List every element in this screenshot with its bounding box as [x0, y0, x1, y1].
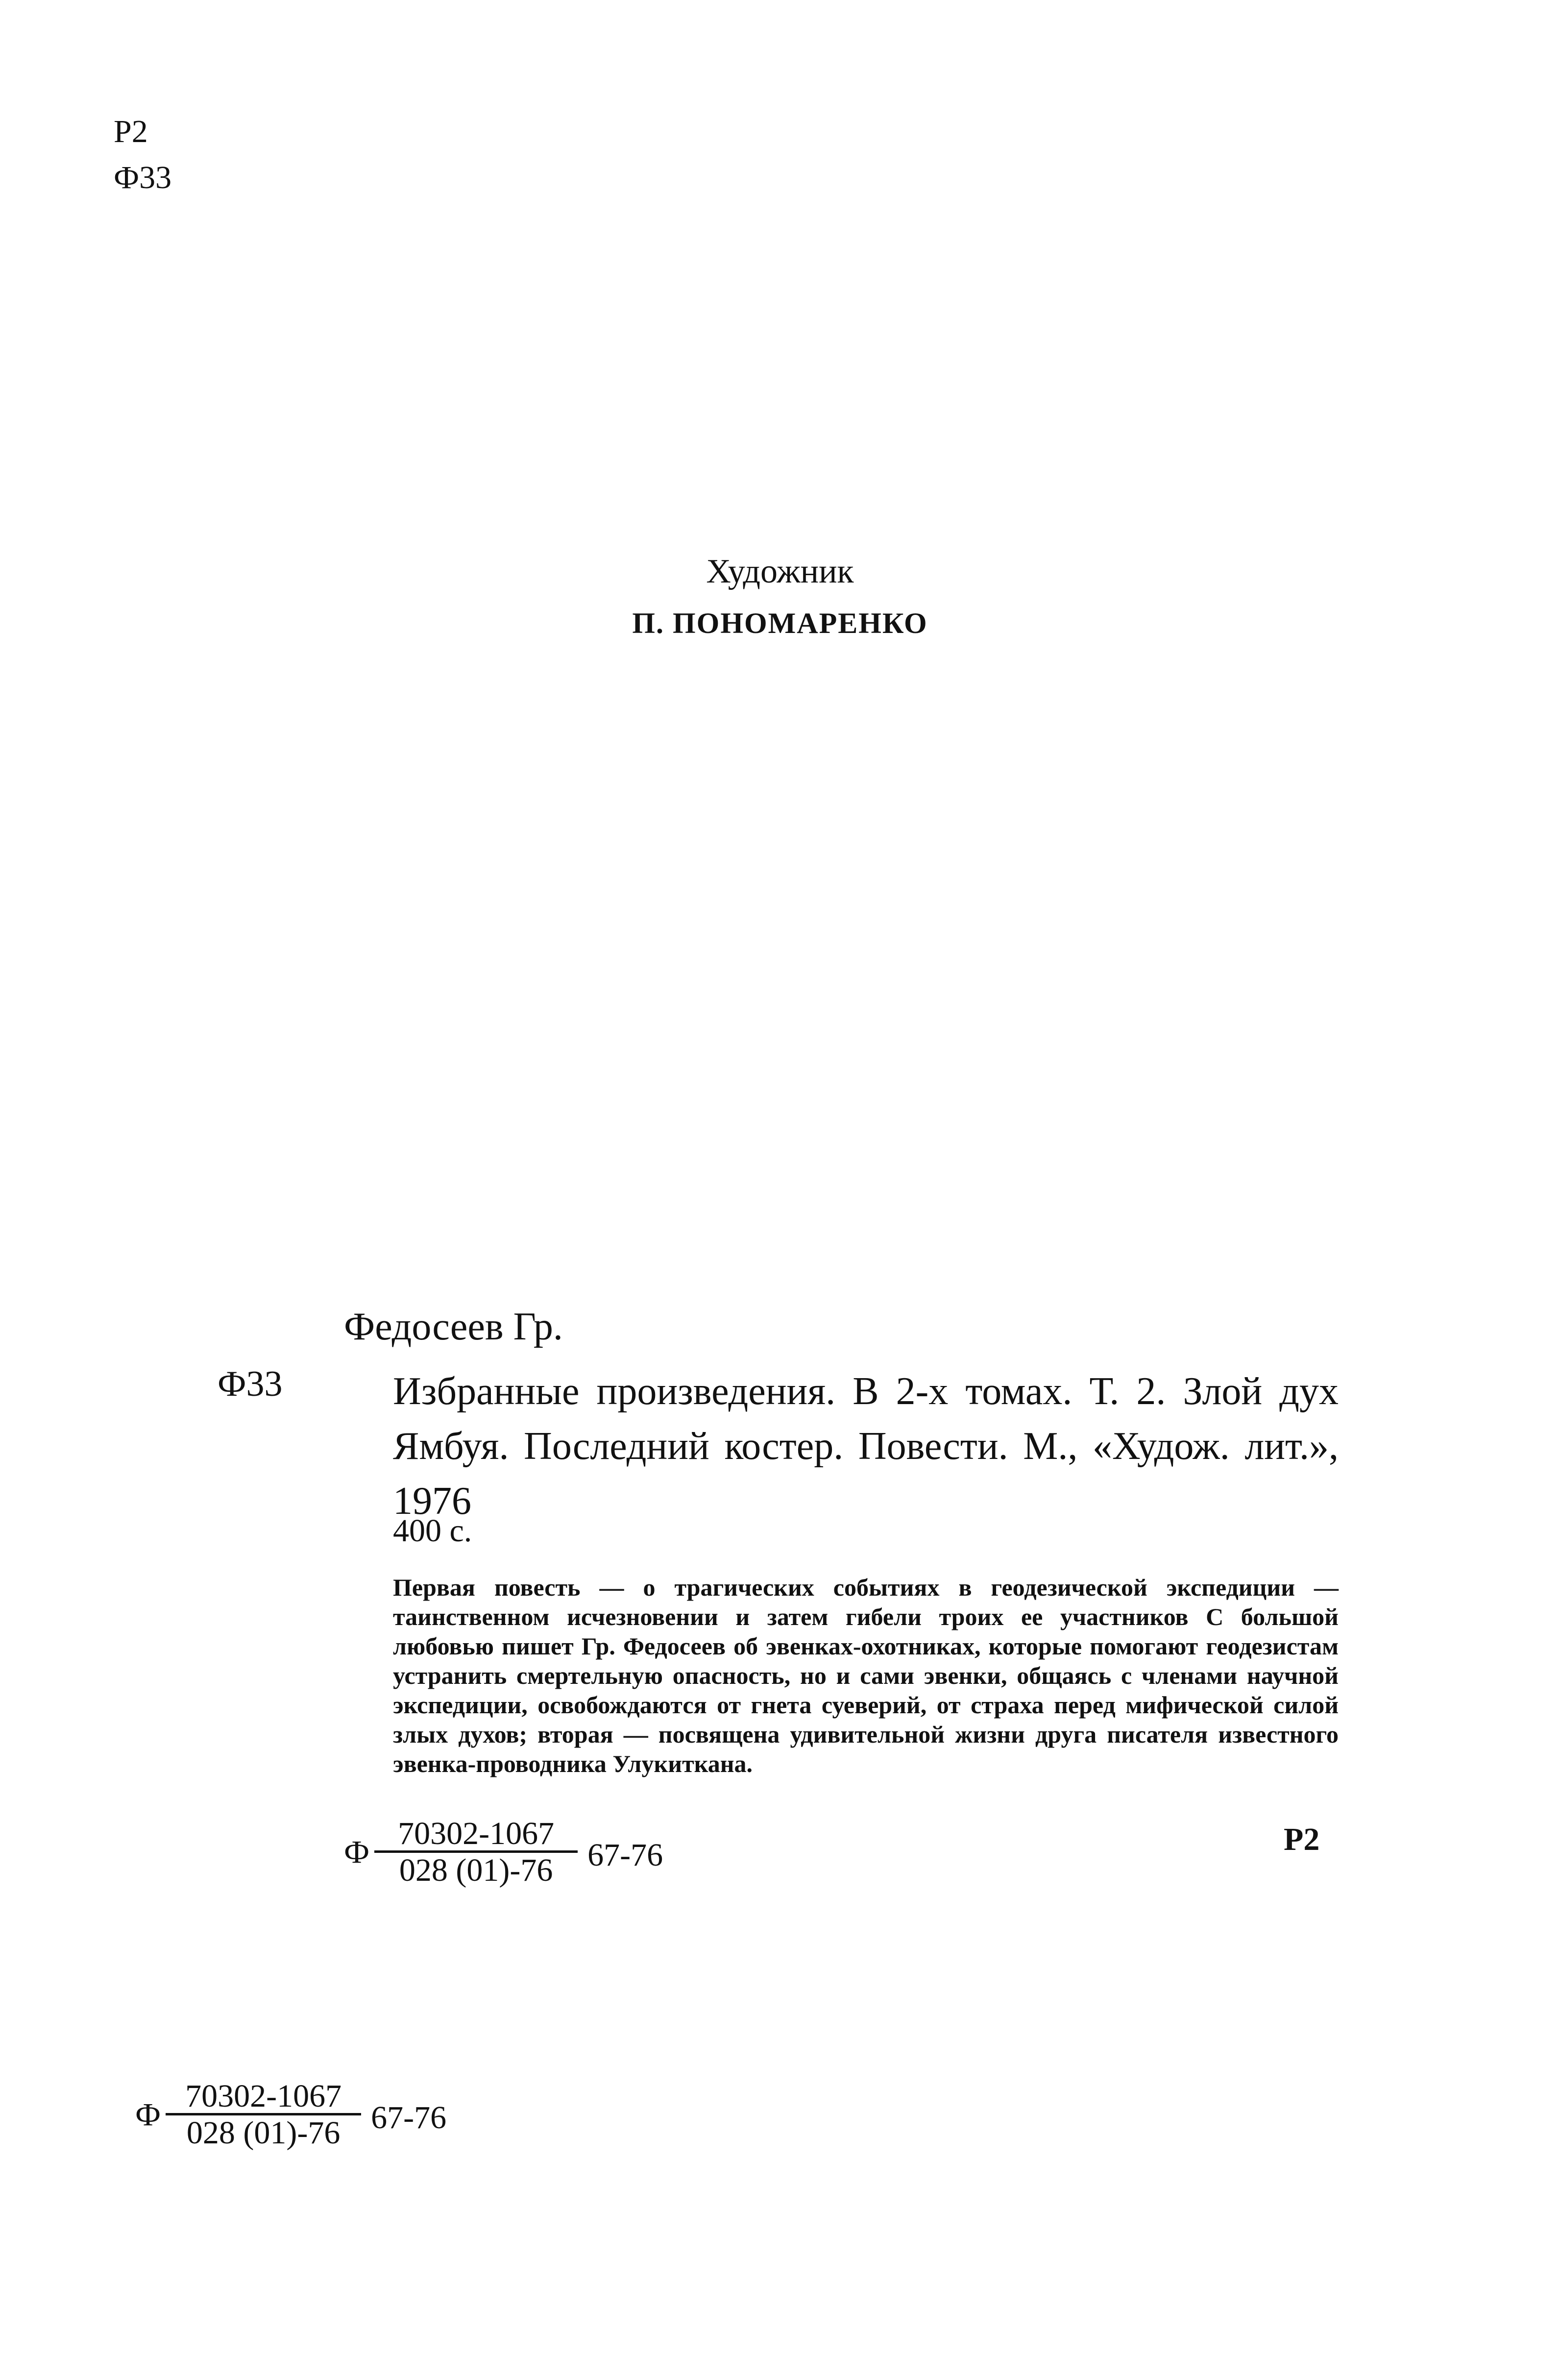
card-index-formula [344, 1817, 663, 1889]
classification-code-r2: Р2 [114, 114, 148, 149]
artist-role: Художник [706, 553, 854, 590]
formula-letter: Ф [135, 2097, 161, 2133]
artist-name: П. ПОНОМАРЕНКО [632, 607, 928, 639]
card-class-code: Р2 [1284, 1821, 1320, 1857]
card-page-count: 400 с. [393, 1513, 472, 1549]
classification-code-f33: Ф33 [114, 160, 172, 195]
card-annotation: Первая повесть — о трагических событиях в геодезической экспедиции — таинственном исчезновении и затем гибели троих ее участников С большой любовью пишет Гр. Федосеев об эвенках-охотниках, которые помогают геодезистам устранить смертельную опасность, но и сами эвенки, общаясь с членами научной экспедиции, освобождаются от гнета суеверий, от страха перед мифической силой злых духов; вторая — посвящена удивительной жизни друга писателя известного эвенка-проводника Улукиткана. [393, 1574, 1339, 1777]
formula-fraction [166, 2079, 361, 2151]
formula-numerator: 70302-1067 [374, 1817, 578, 1853]
card-title-description: Избранные произведения. В 2-х томах. Т. 2. Злой дух Ямбуя. Последний костер. Повести. М., «Худож. лит.», 1976 [393, 1370, 1339, 1523]
formula-letter: Ф [344, 1834, 370, 1870]
formula-numerator: 70302-1067 [166, 2079, 361, 2115]
formula-fraction [374, 1817, 578, 1889]
formula-denominator: 028 (01)-76 [399, 1852, 553, 1889]
formula-denominator: 028 (01)-76 [186, 2115, 341, 2151]
formula-suffix: 67-76 [371, 2100, 447, 2136]
bottom-index-formula [135, 2079, 446, 2151]
card-index: Ф33 [218, 1364, 283, 1404]
card-author: Федосеев Гр. [344, 1305, 563, 1348]
formula-suffix: 67-76 [587, 1837, 663, 1873]
